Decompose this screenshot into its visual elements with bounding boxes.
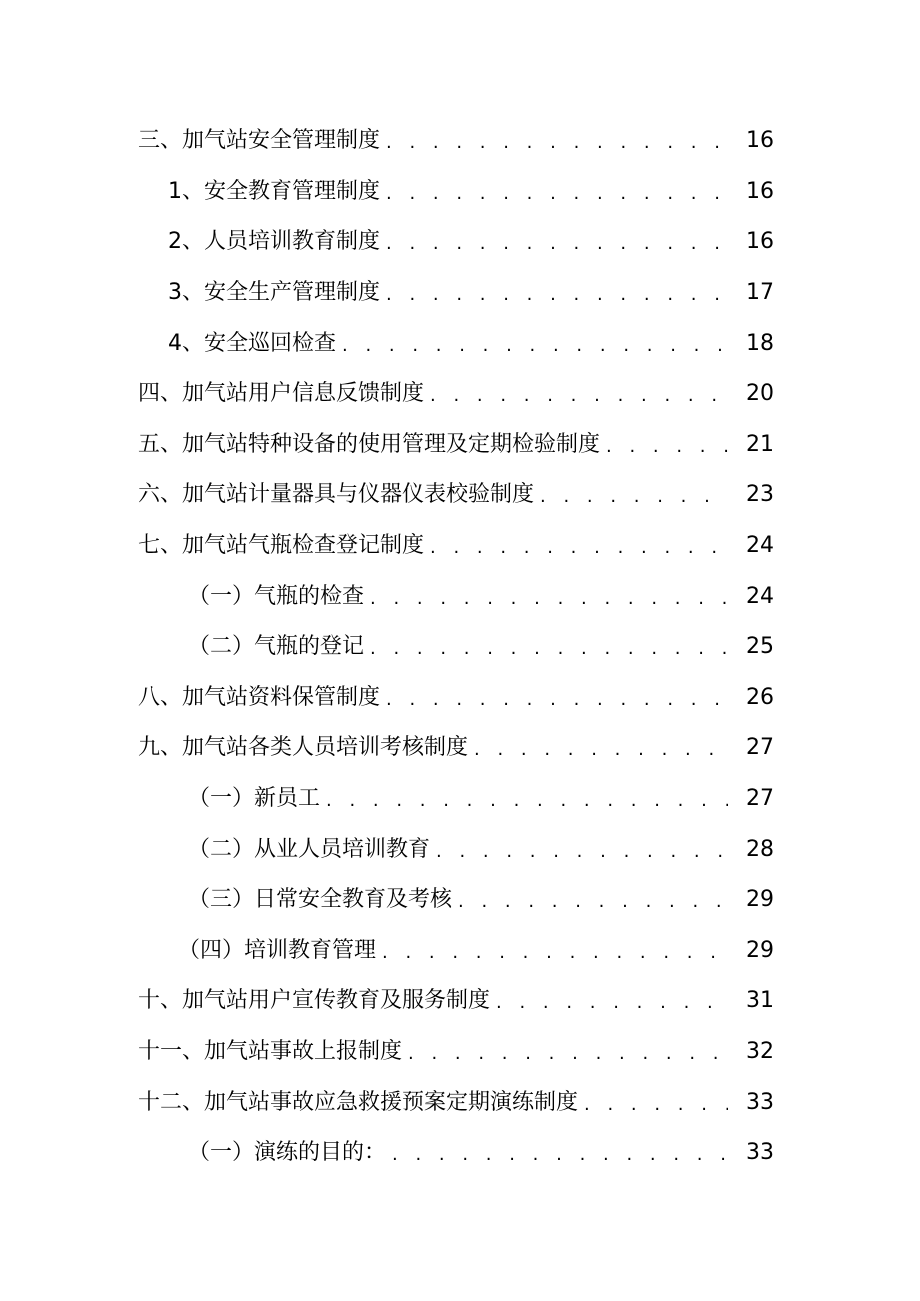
toc-entry-page: 16 (746, 128, 774, 154)
toc-entry-title: 十二、加气站事故应急救援预案定期演练制度 (138, 1089, 579, 1115)
toc-entry-title: 七、加气站气瓶检查登记制度 (138, 533, 425, 559)
toc-entry[interactable] (0, 824, 920, 875)
toc-entry-page: 32 (746, 1038, 774, 1064)
toc-entry-title: （二）气瓶的登记 (188, 634, 365, 660)
toc-entry-page: 33 (746, 1089, 774, 1115)
toc-leader-dots (386, 282, 728, 308)
toc-leader-dots (386, 130, 728, 156)
toc-entry-page: 26 (746, 684, 774, 710)
toc-entry-page: 24 (746, 533, 774, 559)
toc-entry-page: 16 (746, 229, 774, 255)
toc-entry-title: （一）演练的目的： (188, 1140, 387, 1166)
toc-entry[interactable] (0, 420, 920, 471)
toc-entry-page: 24 (746, 583, 774, 609)
toc-leader-dots (430, 383, 728, 409)
toc-entry[interactable] (0, 673, 920, 724)
toc-entry-page: 18 (746, 330, 774, 356)
toc-entry-page: 33 (746, 1140, 774, 1166)
toc-entry-title: 四、加气站用户信息反馈制度 (138, 381, 425, 407)
toc-entry-page: 23 (746, 482, 774, 508)
toc-leader-dots (436, 839, 728, 865)
toc-leader-dots (370, 586, 728, 612)
toc-entry[interactable] (0, 217, 920, 268)
toc-entry-title: 三、加气站安全管理制度 (138, 128, 381, 154)
toc-entry[interactable] (0, 318, 920, 369)
toc-entry-title: 六、加气站计量器具与仪器仪表校验制度 (138, 482, 535, 508)
toc-entry[interactable] (0, 875, 920, 926)
toc-entry-page: 16 (746, 178, 774, 204)
toc-entry-title: 五、加气站特种设备的使用管理及定期检验制度 (138, 431, 601, 457)
toc-entry-page: 25 (746, 634, 774, 660)
toc-leader-dots (584, 1092, 728, 1118)
toc-leader-dots (474, 737, 728, 763)
toc-leader-dots (606, 434, 728, 460)
toc-entry[interactable] (0, 268, 920, 319)
toc-entry-title: 4、安全巡回检查 (168, 330, 336, 356)
toc-leader-dots (342, 333, 728, 359)
toc-leader-dots (370, 636, 728, 662)
toc-entry[interactable] (0, 622, 920, 673)
table-of-contents (0, 116, 920, 1178)
toc-entry-page: 17 (746, 280, 774, 306)
toc-entry-title: （二）从业人员培训教育 (188, 836, 431, 862)
toc-leader-dots (458, 889, 728, 915)
toc-entry-page: 31 (746, 988, 774, 1014)
toc-entry-title: （一）新员工 (188, 786, 321, 812)
toc-leader-dots (430, 535, 728, 561)
toc-entry-title: （四）培训教育管理 (178, 937, 377, 963)
toc-leader-dots (386, 687, 728, 713)
toc-leader-dots (496, 990, 728, 1016)
toc-entry[interactable] (0, 774, 920, 825)
toc-entry[interactable] (0, 926, 920, 977)
toc-entry-page: 29 (746, 887, 774, 913)
toc-entry-page: 28 (746, 836, 774, 862)
toc-entry-title: 九、加气站各类人员培训考核制度 (138, 735, 469, 761)
toc-entry-title: 十一、加气站事故上报制度 (138, 1038, 403, 1064)
toc-entry-page: 29 (746, 937, 774, 963)
toc-entry[interactable] (0, 1077, 920, 1128)
toc-leader-dots (408, 1041, 728, 1067)
toc-entry[interactable] (0, 167, 920, 218)
toc-leader-dots (382, 940, 728, 966)
toc-leader-dots (392, 1142, 728, 1168)
toc-entry[interactable] (0, 1128, 920, 1179)
toc-leader-dots (386, 231, 728, 257)
toc-entry-title: （三）日常安全教育及考核 (188, 887, 453, 913)
toc-entry-page: 20 (746, 381, 774, 407)
toc-entry[interactable] (0, 521, 920, 572)
toc-entry-title: 3、安全生产管理制度 (168, 280, 380, 306)
toc-entry-page: 27 (746, 735, 774, 761)
toc-entry-page: 21 (746, 431, 774, 457)
toc-entry[interactable] (0, 571, 920, 622)
toc-entry[interactable] (0, 470, 920, 521)
toc-entry-title: 十、加气站用户宣传教育及服务制度 (138, 988, 491, 1014)
toc-leader-dots (386, 181, 728, 207)
toc-entry[interactable] (0, 116, 920, 167)
toc-entry[interactable] (0, 976, 920, 1027)
toc-leader-dots (326, 788, 728, 814)
toc-entry[interactable] (0, 1027, 920, 1078)
toc-entry-title: （一）气瓶的检查 (188, 583, 365, 609)
toc-entry-title: 2、人员培训教育制度 (168, 229, 380, 255)
toc-leader-dots (540, 484, 728, 510)
toc-entry[interactable] (0, 369, 920, 420)
toc-entry[interactable] (0, 723, 920, 774)
toc-entry-title: 1、安全教育管理制度 (168, 178, 380, 204)
toc-entry-page: 27 (746, 786, 774, 812)
toc-entry-title: 八、加气站资料保管制度 (138, 684, 381, 710)
